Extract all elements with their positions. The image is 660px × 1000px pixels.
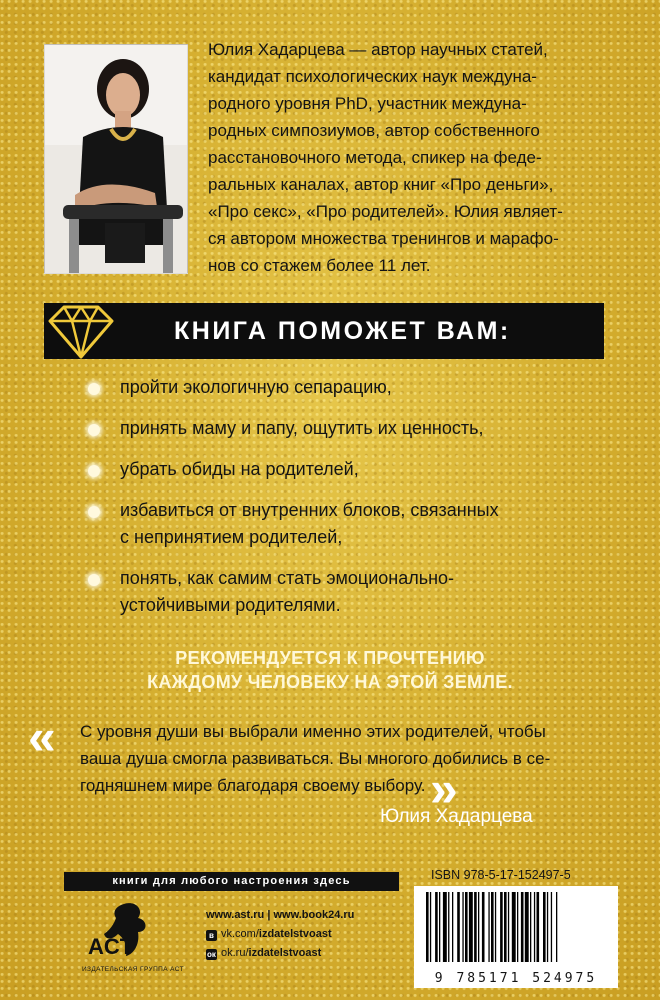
quote-line: С уровня души вы выбрали именно этих родителей, чтобы: [80, 722, 546, 741]
list-item: [88, 374, 608, 401]
list-item: [88, 456, 608, 483]
vk-prefix: vk.com/: [221, 928, 259, 940]
ok-handle: izdatelstvoast: [248, 947, 322, 959]
bullet-icon: [88, 574, 100, 586]
website-links: [206, 906, 354, 925]
bio-line: нов со стажем более 11 лет.: [208, 256, 431, 275]
ok-link[interactable]: [206, 944, 354, 963]
vk-link[interactable]: [206, 925, 354, 944]
quote-author: Юлия Хадарцева: [380, 806, 533, 827]
odnoklassniki-icon: ок: [207, 950, 216, 959]
benefit-text: устойчивыми родителями.: [120, 595, 341, 615]
quote-line: годняшнем мире благодаря своему выбору.: [80, 776, 426, 795]
quote-line: ваша душа смогла развиваться. Вы многого добились в се-: [80, 749, 551, 768]
bio-line: ся автором множества тренингов и марафо-: [208, 229, 559, 248]
bio-line: кандидат психологических наук междуна-: [208, 67, 537, 86]
list-item: [88, 565, 608, 619]
bio-line: родного уровня PhD, участник междуна-: [208, 94, 527, 113]
barcode-digits: 9 785171 524975: [434, 971, 598, 986]
website-link-ast[interactable]: www.ast.ru: [206, 909, 265, 921]
benefits-banner: [44, 303, 604, 359]
quote-text: [80, 718, 600, 799]
diamond-icon: [40, 299, 122, 363]
bullet-icon: [88, 506, 100, 518]
bio-line: расстановочного метода, спикер на феде-: [208, 148, 542, 167]
website-separator: |: [264, 909, 274, 921]
ast-logo: [84, 900, 156, 960]
benefit-text: пройти экологичную сепарацию,: [120, 377, 392, 397]
benefit-text: принять маму и папу, ощутить их ценность,: [120, 418, 484, 438]
website-link-book24[interactable]: www.book24.ru: [273, 909, 355, 921]
bio-line: ральных каналах, автор книг «Про деньги»,: [208, 175, 554, 194]
ast-logo-text: ACT: [88, 934, 134, 959]
banner-title: КНИГА ПОМОЖЕТ ВАМ:: [174, 317, 511, 345]
benefit-text: убрать обиды на родителей,: [120, 459, 359, 479]
bullet-icon: [88, 424, 100, 436]
barcode: [414, 886, 618, 988]
benefit-text: с непринятием родителей,: [120, 527, 343, 547]
vk-handle: izdatelstvoast: [258, 928, 332, 940]
publisher-tagline: книги для любого настроения здесь: [64, 872, 399, 891]
author-photo: [44, 44, 188, 274]
benefit-text: избавиться от внутренних блоков, связанных: [120, 500, 499, 520]
bullet-icon: [88, 383, 100, 395]
publisher-links: [206, 906, 354, 963]
list-item: [88, 415, 608, 442]
bio-line: Юлия Хадарцева — автор научных статей,: [208, 40, 548, 59]
benefits-list: [88, 374, 608, 633]
vk-icon: в: [206, 930, 217, 941]
bio-line: родных симпозиумов, автор собственного: [208, 121, 540, 140]
publisher-group: ИЗДАТЕЛЬСКАЯ ГРУППА АСТ: [81, 966, 184, 973]
ok-prefix: ok.ru/: [221, 947, 249, 959]
author-bio: [208, 36, 604, 279]
quote-close-icon: »: [430, 761, 458, 817]
quote-open-icon: «: [28, 709, 56, 765]
bullet-icon: [88, 465, 100, 477]
recommendation-line-2: КАЖДОМУ ЧЕЛОВЕКУ НА ЭТОЙ ЗЕМЛЕ.: [147, 672, 513, 692]
recommendation: [0, 646, 660, 694]
isbn: ISBN 978-5-17-152497-5: [431, 868, 571, 882]
list-item: [88, 497, 608, 551]
recommendation-line-1: РЕКОМЕНДУЕТСЯ К ПРОЧТЕНИЮ: [175, 648, 485, 668]
barcode-bars: [414, 886, 618, 966]
benefit-text: понять, как самим стать эмоционально-: [120, 568, 455, 588]
bio-line: «Про секс», «Про родителей». Юлия являет-: [208, 202, 563, 221]
